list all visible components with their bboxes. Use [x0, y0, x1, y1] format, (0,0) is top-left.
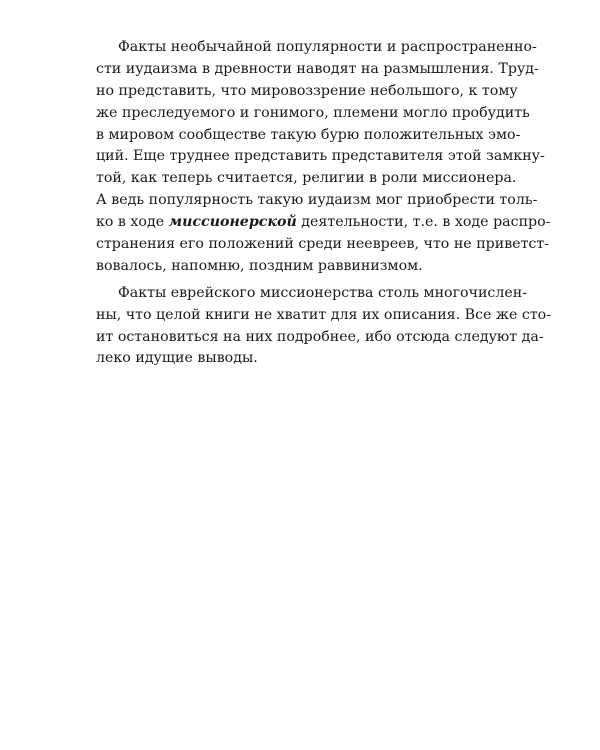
text-line: ит остановиться на них подробнее, ибо отсюда следуют да-	[96, 328, 544, 345]
text-line: ций. Еще труднее представить представителя этой замкну-	[96, 148, 545, 165]
text-fragment: деятельности, т.е. в ходе распро-	[296, 214, 551, 231]
text-line: но представить, что мировоззрение небольшого, к тому	[96, 82, 518, 99]
text-line: в мировом сообществе такую бурю положительных эмо-	[96, 126, 521, 143]
text-line: А ведь популярность такую иудаизм мог приобрести толь-	[96, 192, 538, 209]
text-line: же преследуемого и гонимого, племени могло пробудить	[96, 104, 530, 121]
text-line: вовалось, напомню, поздним раввинизмом.	[96, 257, 423, 274]
paragraph-2	[96, 283, 552, 371]
paragraph-1	[96, 37, 551, 278]
text-line: той, как теперь считается, религии в роли миссионера.	[96, 170, 517, 187]
text-line: Факты еврейского миссионерства столь многочислен-	[118, 284, 528, 301]
text-line: леко идущие выводы.	[96, 350, 258, 367]
text-line: странения его положений среди неевреев, что не приветст-	[96, 236, 550, 253]
text-line: Факты необычайной популярности и распространенно-	[118, 39, 537, 55]
text-line: ны, что целой книги не хватит для их описания. Все же сто-	[96, 306, 552, 323]
emphasized-word: миссионерской	[168, 214, 297, 231]
text-fragment: ко в ходе	[96, 214, 169, 231]
body-text	[96, 37, 552, 370]
text-line: сти иудаизма в древности наводят на размышления. Труд-	[96, 60, 539, 77]
text-line-with-emphasis	[96, 212, 551, 234]
